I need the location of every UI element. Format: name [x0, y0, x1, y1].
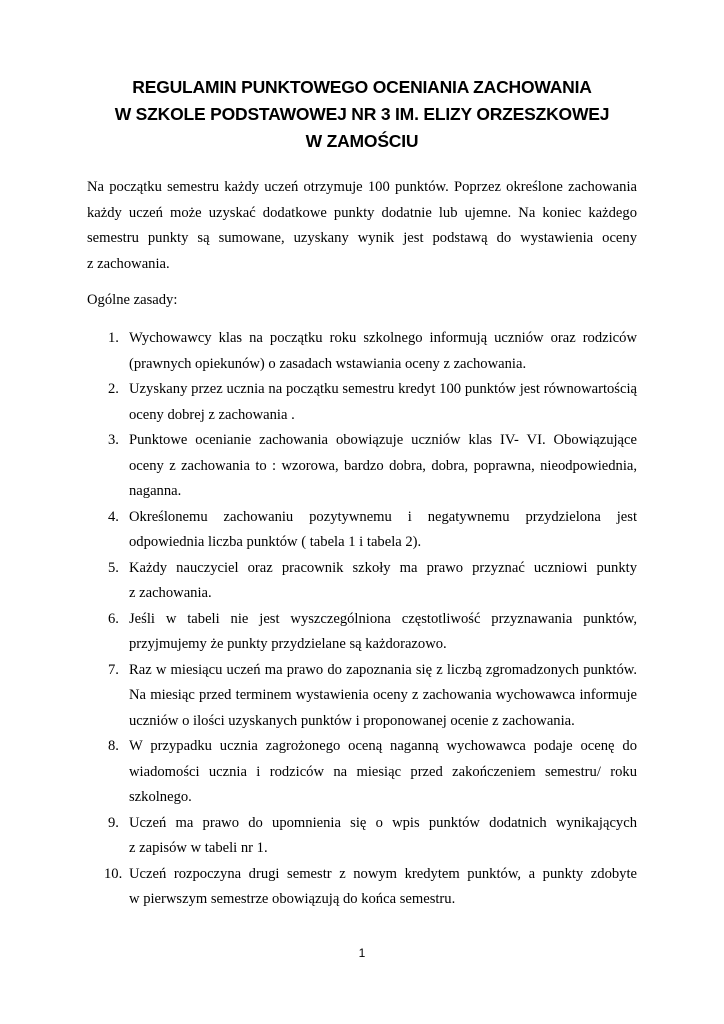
- list-item-text: [129, 505, 637, 556]
- list-item-line: z zapisów w tabeli nr 1.: [129, 840, 268, 856]
- list-item-text: [129, 428, 637, 505]
- list-item: [0, 377, 637, 428]
- list-item: [0, 811, 637, 862]
- list-item-text: [129, 811, 637, 862]
- list-item-line: oceny dobrej z zachowania .: [129, 406, 295, 423]
- list-item-line: uczniów o ilości uzyskanych punktów i proponowanej ocenie z zachowania.: [129, 712, 575, 729]
- list-item-number: 10.: [104, 865, 123, 882]
- list-item-line: Na miesiąc przed terminem wystawienia oceny z zachowania wychowawca informuje: [129, 687, 637, 703]
- title-line: REGULAMIN PUNKTOWEGO OCENIANIA ZACHOWANIA: [132, 77, 592, 97]
- list-item-line: Wychowawcy klas na początku roku szkolnego informują uczniów oraz rodziców: [129, 330, 637, 346]
- list-item-line: z zachowania.: [129, 585, 212, 601]
- list-item-line: wiadomości ucznia i rodziców na miesiąc przed zakończeniem semestru/ roku: [129, 763, 637, 780]
- list-item-number: 3.: [108, 432, 119, 448]
- list-item-line: Jeśli w tabeli nie jest wyszczególniona częstotliwość przyznawania punktów,: [129, 610, 637, 627]
- list-item-line: w pierwszym semestrze obowiązują do końca semestru.: [129, 891, 456, 907]
- list-item-line: W przypadku ucznia zagrożonego oceną naganną wychowawca podaje ocenę do: [129, 738, 637, 754]
- list-item: [0, 862, 637, 913]
- intro-paragraph: [87, 175, 637, 277]
- intro-line: z zachowania.: [87, 255, 170, 272]
- list-item-line: odpowiednia liczba punktów ( tabela 1 i tabela 2).: [129, 534, 422, 550]
- list-item-line: przyjmujemy że punkty przydzielane są każdorazowo.: [129, 636, 447, 652]
- list-item: [0, 326, 637, 377]
- list-item-text: [129, 658, 637, 735]
- title-line: W ZAMOŚCIU: [305, 131, 419, 151]
- list-item-line: naganna.: [129, 483, 182, 499]
- intro-line: Na początku semestru każdy uczeń otrzymuje 100 punktów. Poprzez określone zachowania: [87, 179, 637, 195]
- list-item-number: 7.: [108, 661, 119, 678]
- list-item-line: Określonemu zachowaniu pozytywnemu i negatywnemu przydzielona jest: [129, 508, 637, 525]
- page-number: 1: [358, 946, 366, 960]
- list-item-text: [129, 607, 637, 658]
- intro-line: każdy uczeń może uzyskać dodatkowe punkty dodatnie lub ujemne. Na koniec każdego: [87, 204, 637, 221]
- list-item-number: 5.: [108, 559, 119, 576]
- general-rules-heading: Ogólne zasady:: [87, 292, 178, 308]
- list-item-line: Uczeń rozpoczyna drugi semestr z nowym kredytem punktów, a punkty zdobyte: [129, 865, 637, 882]
- list-item-text: [129, 377, 637, 428]
- list-item-line: Uzyskany przez ucznia na początku semestru kredyt 100 punktów jest równowartością: [129, 381, 637, 397]
- list-item-number: 1.: [108, 330, 119, 346]
- list-item: [0, 505, 637, 556]
- list-item-number: 4.: [108, 508, 119, 525]
- list-item-text: [129, 862, 637, 913]
- list-item-line: szkolnego.: [129, 789, 192, 805]
- list-item-text: [129, 734, 637, 811]
- list-item-line: Każdy nauczyciel oraz pracownik szkoły ma prawo przyznać uczniowi punkty: [129, 559, 637, 576]
- list-item-line: Punktowe ocenianie zachowania obowiązuje uczniów klas IV- VI. Obowiązujące: [129, 432, 637, 448]
- list-item-number: 8.: [108, 738, 119, 754]
- list-item-line: Raz w miesiącu uczeń ma prawo do zapoznania się z liczbą zgromadzonych punktów.: [129, 661, 637, 678]
- list-item-line: Uczeń ma prawo do upomnienia się o wpis punktów dodatnich wynikających: [129, 814, 637, 831]
- list-item-number: 2.: [108, 381, 119, 397]
- list-item: [0, 658, 637, 735]
- rules-list: [0, 326, 637, 913]
- list-item: [0, 734, 637, 811]
- list-item-text: [129, 326, 637, 377]
- list-item-line: oceny z zachowania to : wzorowa, bardzo dobra, dobra, poprawna, nieodpowiednia,: [129, 457, 637, 474]
- list-item-number: 9.: [108, 814, 119, 831]
- document-title: [60, 74, 664, 155]
- title-line: W SZKOLE PODSTAWOWEJ NR 3 IM. ELIZY ORZESZKOWEJ: [114, 104, 610, 124]
- intro-line: semestru punkty są sumowane, uzyskany wynik jest podstawą do wystawienia oceny: [87, 230, 637, 246]
- list-item-line: (prawnych opiekunów) o zasadach wstawiania oceny z zachowania.: [129, 355, 527, 372]
- list-item: [0, 607, 637, 658]
- list-item-number: 6.: [108, 610, 119, 627]
- list-item: [0, 556, 637, 607]
- list-item: [0, 428, 637, 505]
- list-item-text: [129, 556, 637, 607]
